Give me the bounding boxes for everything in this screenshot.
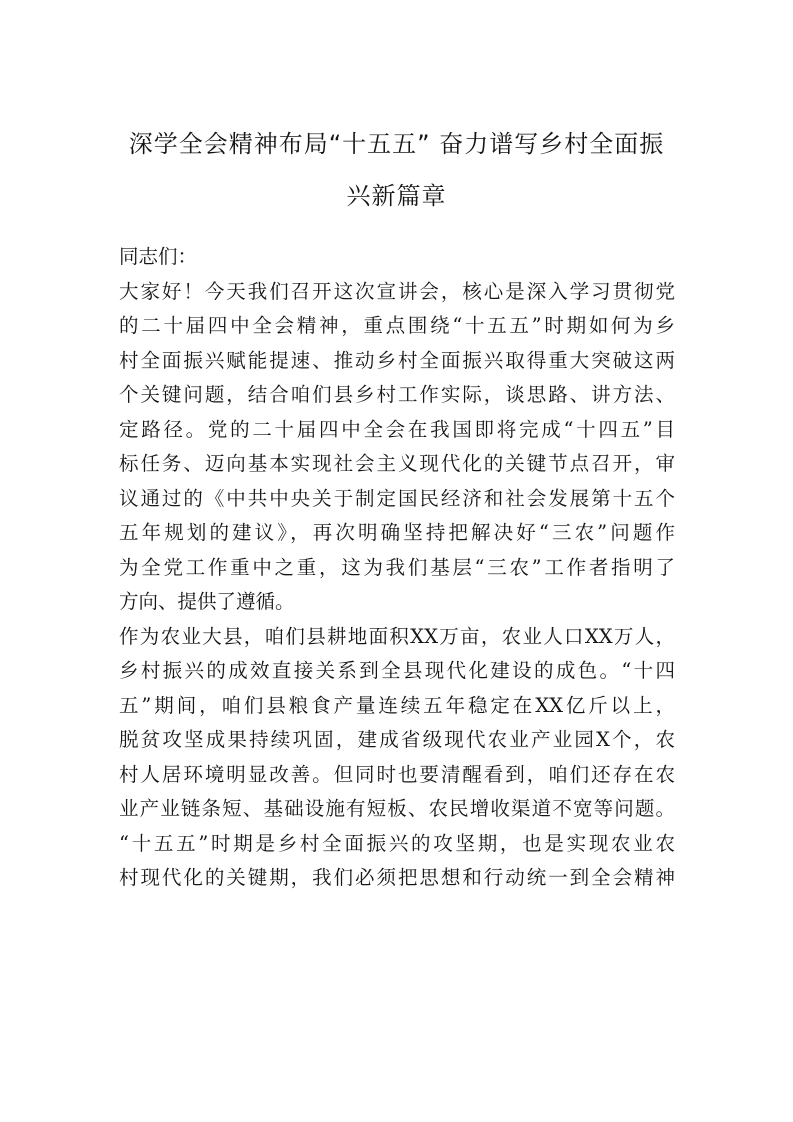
paragraph-2-line-3: 五”期间，咱们县粮食产量连续五年稳定在XX亿斤以上， (119, 693, 675, 717)
paragraph-1-line-1: 大家好！今天我们召开这次宣讲会，核心是深入学习贯彻党 (119, 279, 675, 303)
paragraph-1-line-2: 的二十届四中全会精神，重点围绕“十五五”时期如何为乡 (119, 314, 675, 337)
paragraph-1-line-3: 村全面振兴赋能提速、推动乡村全面振兴取得重大突破这两 (119, 348, 675, 372)
paragraph-1-line-6: 标任务、迈向基本实现社会主义现代化的关键节点召开，审 (119, 452, 675, 475)
paragraph-2-line-1: 作为农业大县，咱们县耕地面积XX万亩，农业人口XX万人， (119, 624, 675, 648)
paragraph-1-line-8: 五年规划的建议》，再次明确坚持把解决好“三农”问题作 (119, 521, 675, 544)
salutation-line: 同志们： (119, 245, 198, 268)
paragraph-2-line-4: 脱贫攻坚成果持续巩固，建成省级现代农业产业园X个，农 (119, 728, 675, 751)
paragraph-1-line-5: 定路径。党的二十届四中全会在我国即将完成“十四五”目 (119, 417, 675, 441)
title-line-2: 兴新篇章 (346, 182, 447, 210)
paragraph-1-line-4: 个关键问题，结合咱们县乡村工作实际，谈思路、讲方法、 (119, 383, 675, 406)
paragraph-1-line-9: 为全党工作重中之重，这为我们基层“三农”工作者指明了 (119, 555, 675, 579)
paragraph-1-line-7: 议通过的《中共中央关于制定国民经济和社会发展第十五个 (119, 486, 675, 510)
paragraph-2-line-6: 业产业链条短、基础设施有短板、农民增收渠道不宽等问题。 (119, 797, 675, 820)
paragraph-2-line-8: 村现代化的关键期，我们必须把思想和行动统一到全会精神 (119, 866, 675, 889)
document-body (119, 240, 675, 896)
paragraph-1-line-10: 方向、提供了遵循。 (119, 590, 295, 613)
paragraph-2-line-5: 村人居环境明显改善。但同时也要清醒看到，咱们还存在农 (119, 762, 675, 786)
paragraph-2-line-2: 乡村振兴的成效直接关系到全县现代化建设的成色。“十四 (119, 659, 675, 682)
document-title (118, 118, 675, 222)
title-line-1: 深学全会精神布局“十五五” 奋力谱写乡村全面振 (128, 130, 665, 158)
paragraph-2-line-7: “十五五”时期是乡村全面振兴的攻坚期，也是实现农业农 (119, 831, 675, 855)
